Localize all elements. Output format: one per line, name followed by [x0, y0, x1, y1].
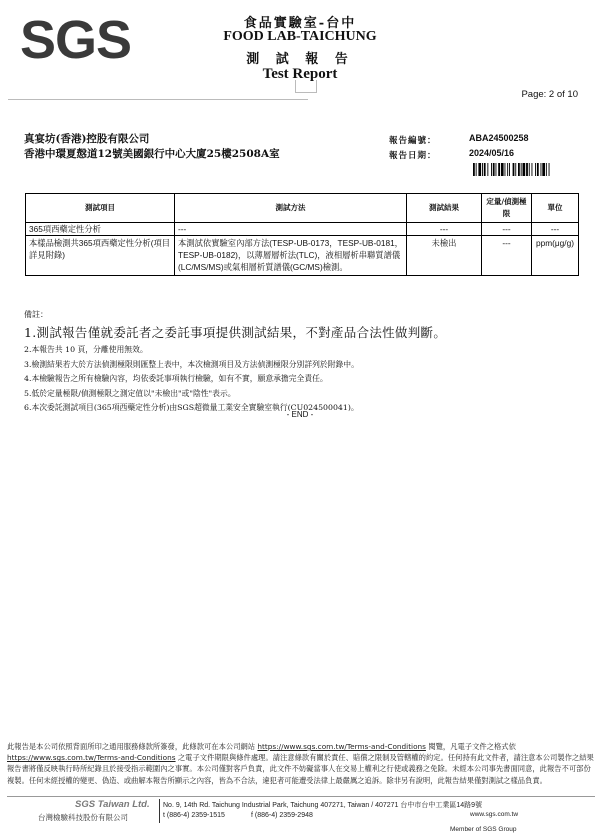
barcode-bar — [537, 163, 539, 176]
header-divider — [8, 99, 308, 100]
disclaimer-text: 此報告是本公司依照背面所印之通用服務條款所簽發，此條款可在本公司網站 — [7, 742, 256, 751]
remark-item: 1.測試報告僅就委託者之委託事項提供測試結果，不對產品合法性做判斷。 — [24, 325, 447, 340]
col-header-limit: 定量/偵測極限 — [482, 194, 532, 223]
col-header-item: 測試項目 — [26, 194, 175, 223]
disclaimer-text: 之電子文件期限與條件處理。請注意條款有關於責任、賠償之限制及管轄權的約定。任何持有此文件者，請注意本公司製作之結果報告書將僅反映執行時所紀錄且於接受指示範圍內之事實。本公司僅對客戶負責，此文件不妨礙當事人在交易上權利之行使或義務之免除。未經本公司事先書面同意，此報告不可部份複製。任何未經授權的變更、偽造、或曲解本報告所顯示之內容，皆為不合法，違犯者可能遭受法律上最嚴厲之追訴。除非另有說明，此報告結果僅對測試之樣品負責。 — [7, 753, 594, 785]
results-table — [25, 193, 579, 276]
barcode-bar — [509, 163, 510, 176]
company-name-zh: 台灣檢驗科技股份有限公司 — [38, 813, 128, 822]
col-header-method: 測試方法 — [175, 194, 407, 223]
barcode-bar — [501, 163, 504, 176]
report-date: 2024/05/16 — [469, 148, 515, 158]
barcode-bar — [496, 163, 497, 176]
lab-name-en: FOOD LAB-TAICHUNG — [223, 29, 377, 44]
remark-item: 5.低於定量極限/偵測極限之測定值以"未檢出"或"陰性"表示。 — [24, 388, 236, 398]
barcode-bar — [513, 163, 515, 176]
company-fax: f (886-4) 2359-2948 — [251, 812, 313, 819]
terms-link[interactable]: https://www.sgs.com.tw/Terms-and-Conditions — [257, 742, 426, 751]
page-number: Page: 2 of 10 — [521, 89, 578, 100]
table-row — [26, 236, 579, 276]
remark-item: 6.本次委託測試項目(365項西藥定性分析)由SGS超微量工業安全實驗室執行(CU024500041)。 — [24, 403, 359, 413]
barcode-bar — [507, 163, 508, 176]
barcode-bar — [526, 163, 528, 176]
barcode-bar — [542, 163, 545, 176]
lab-name-zh: 食品實驗室-台中 — [243, 16, 357, 31]
report-number: ABA24500258 — [469, 133, 529, 143]
company-address: No. 9, 14th Rd. Taichung Industrial Park, Taichung 407271, Taiwan / 407271 台中市台中工業區14路9號 — [163, 802, 483, 809]
barcode-bar — [482, 163, 483, 176]
footer-vertical-divider — [159, 799, 160, 823]
barcode-bar — [476, 163, 477, 176]
table-cell: 本測試依實驗室內部方法(TESP-UB-0173，TESP-UB-0181，TESP-UB-0182)，以薄層層析法(TLC)，液相層析串聯質譜儀(LC/MS/MS)或氣相層析質譜儀(GC/MS)檢測。 — [175, 236, 407, 276]
barcode — [473, 163, 576, 176]
disclaimer-text: 閱覽，凡電子文件之格式依 — [428, 742, 516, 751]
barcode-bar — [532, 163, 533, 176]
table-cell: 未檢出 — [407, 236, 482, 276]
barcode-bar — [541, 163, 542, 176]
table-cell: ppm(μg/g) — [532, 236, 579, 276]
barcode-bar — [478, 163, 481, 176]
report-title-zh: 測 試 報 告 — [246, 52, 354, 67]
barcode-bar — [523, 163, 526, 176]
barcode-bar — [518, 163, 520, 176]
barcode-bar — [491, 163, 492, 176]
barcode-bar — [535, 163, 536, 176]
col-header-result: 測試結果 — [407, 194, 482, 223]
remark-item: 2.本報告共 10 頁，分離使用無效。 — [24, 345, 148, 354]
table-cell: 本樣品檢測共365項西藥定性分析(項目詳見附錄) — [26, 236, 175, 276]
terms-link[interactable]: https://www.sgs.com.tw/Terms-and-Conditions — [7, 753, 176, 763]
barcode-bar — [529, 163, 530, 176]
remark-item: 4.本檢驗報告之所有檢驗內容，均依委託事項執行檢驗，如有不實，願意承擔完全責任。 — [24, 374, 328, 384]
remark-item: 3.檢測結果若大於方法偵測極限則匯整上表中，本次檢測項目及方法偵測極限分別詳列於附錄中。 — [24, 359, 359, 369]
barcode-bar — [487, 163, 488, 176]
company-website[interactable]: www.sgs.com.tw — [470, 811, 519, 818]
client-name: 真宴坊(香港)控股有限公司 — [24, 133, 150, 145]
barcode-bar — [473, 163, 475, 176]
table-cell: 365項西藥定性分析 — [26, 223, 175, 236]
barcode-bar — [546, 163, 547, 176]
table-cell: --- — [407, 223, 482, 236]
disclaimer — [7, 741, 595, 786]
barcode-bar — [498, 163, 500, 176]
company-phone: t (886-4) 2359-1515 — [163, 812, 225, 819]
header-box — [295, 80, 317, 93]
footer-divider — [7, 796, 595, 797]
report-title-en: Test Report — [262, 66, 338, 82]
company-name-en: SGS Taiwan Ltd. — [75, 799, 150, 810]
report-number-label: 報告編號： — [389, 136, 437, 146]
table-cell: --- — [482, 236, 532, 276]
remarks-label: 備註： — [24, 310, 48, 319]
table-header-row — [26, 194, 579, 223]
remarks-section — [24, 309, 584, 416]
logo-text: SGS — [20, 10, 132, 70]
member-of-sgs-group: Member of SGS Group — [450, 826, 517, 833]
table-row — [26, 223, 579, 236]
table-cell: --- — [532, 223, 579, 236]
table-cell: --- — [482, 223, 532, 236]
client-address: 香港中環夏慤道12號美國銀行中心大廈25樓2508A室 — [24, 148, 280, 160]
barcode-bar — [515, 163, 516, 176]
end-marker: - END - — [286, 410, 314, 419]
barcode-bar — [549, 163, 550, 176]
barcode-bar — [521, 163, 522, 176]
barcode-bar — [505, 163, 506, 176]
table-cell: --- — [175, 223, 407, 236]
report-date-label: 報告日期： — [389, 151, 437, 161]
barcode-bar — [484, 163, 486, 176]
barcode-bar — [493, 163, 495, 176]
col-header-unit: 單位 — [532, 194, 579, 223]
